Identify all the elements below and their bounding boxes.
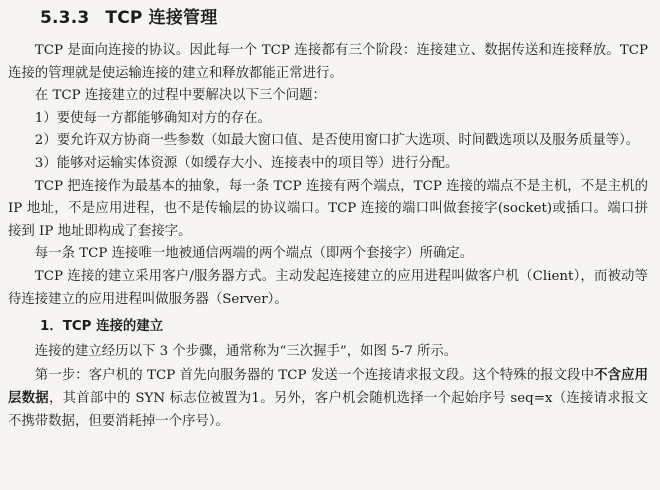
list-item-2: 2）要允许双方协商一些参数（如最大窗口值、是否使用窗口扩大选项、时间戳选项以及服务质量等）。 xyxy=(34,133,640,149)
paragraph-client-server: TCP 连接的建立采用客户/服务器方式。主动发起连接建立的应用进程叫做客户机（Client），而被动等待连接建立的应用进程叫做服务器（Server）。 xyxy=(8,268,648,307)
step-one-bold-text: 不含应用层数据 xyxy=(8,366,648,407)
subsection-title: 1．TCP 连接的建立 xyxy=(40,319,164,335)
step-one-text-before: 第一步：客户机的 TCP 首先向服务器的 TCP 发送一个连接请求报文段。这个特殊的报文段中 xyxy=(34,367,595,383)
list-item-1: 1）要使每一方都能够确知对方的存在。 xyxy=(34,110,271,126)
step-one-text-after: ，其首部中的 SYN 标志位被置为1。另外，客户机会随机选择一个起始序号 seq=x（连接请求报文不携带数据，但要消耗掉一个序号）。 xyxy=(8,391,649,429)
section-title xyxy=(40,8,648,28)
paragraph-problems-lead: 在 TCP 连接建立的过程中要解决以下三个问题： xyxy=(34,88,326,104)
paragraph-step-one xyxy=(8,364,648,434)
section-number: 5.3.3 xyxy=(40,8,90,28)
paragraph-socket-pair: 每一条 TCP 连接唯一地被通信两端的两个端点（即两个套接字）所确定。 xyxy=(34,246,474,262)
paragraph-endpoints: TCP 把连接作为最基本的抽象，每一条 TCP 连接有两个端点，TCP 连接的端点不是主机，不是主机的 IP 地址，不是应用进程，也不是传输层的协议端口。TCP 连接的端口叫做套接字(socket)或插口。端口拼接到 IP 地址即构成了套接字。 xyxy=(8,178,648,239)
paragraph-three-way-handshake: 连接的建立经历以下 3 个步骤，通常称为“三次握手”，如图 5-7 所示。 xyxy=(34,344,458,360)
paragraph-intro: TCP 是面向连接的协议。因此每一个 TCP 连接都有三个阶段：连接建立、数据传送和连接释放。TCP 连接的管理就是使运输连接的建立和释放都能正常进行。 xyxy=(8,43,648,81)
section-title-text: TCP 连接管理 xyxy=(105,8,218,28)
list-item-3: 3）能够对运输实体资源（如缓存大小、连接表中的项目等）进行分配。 xyxy=(34,155,459,171)
